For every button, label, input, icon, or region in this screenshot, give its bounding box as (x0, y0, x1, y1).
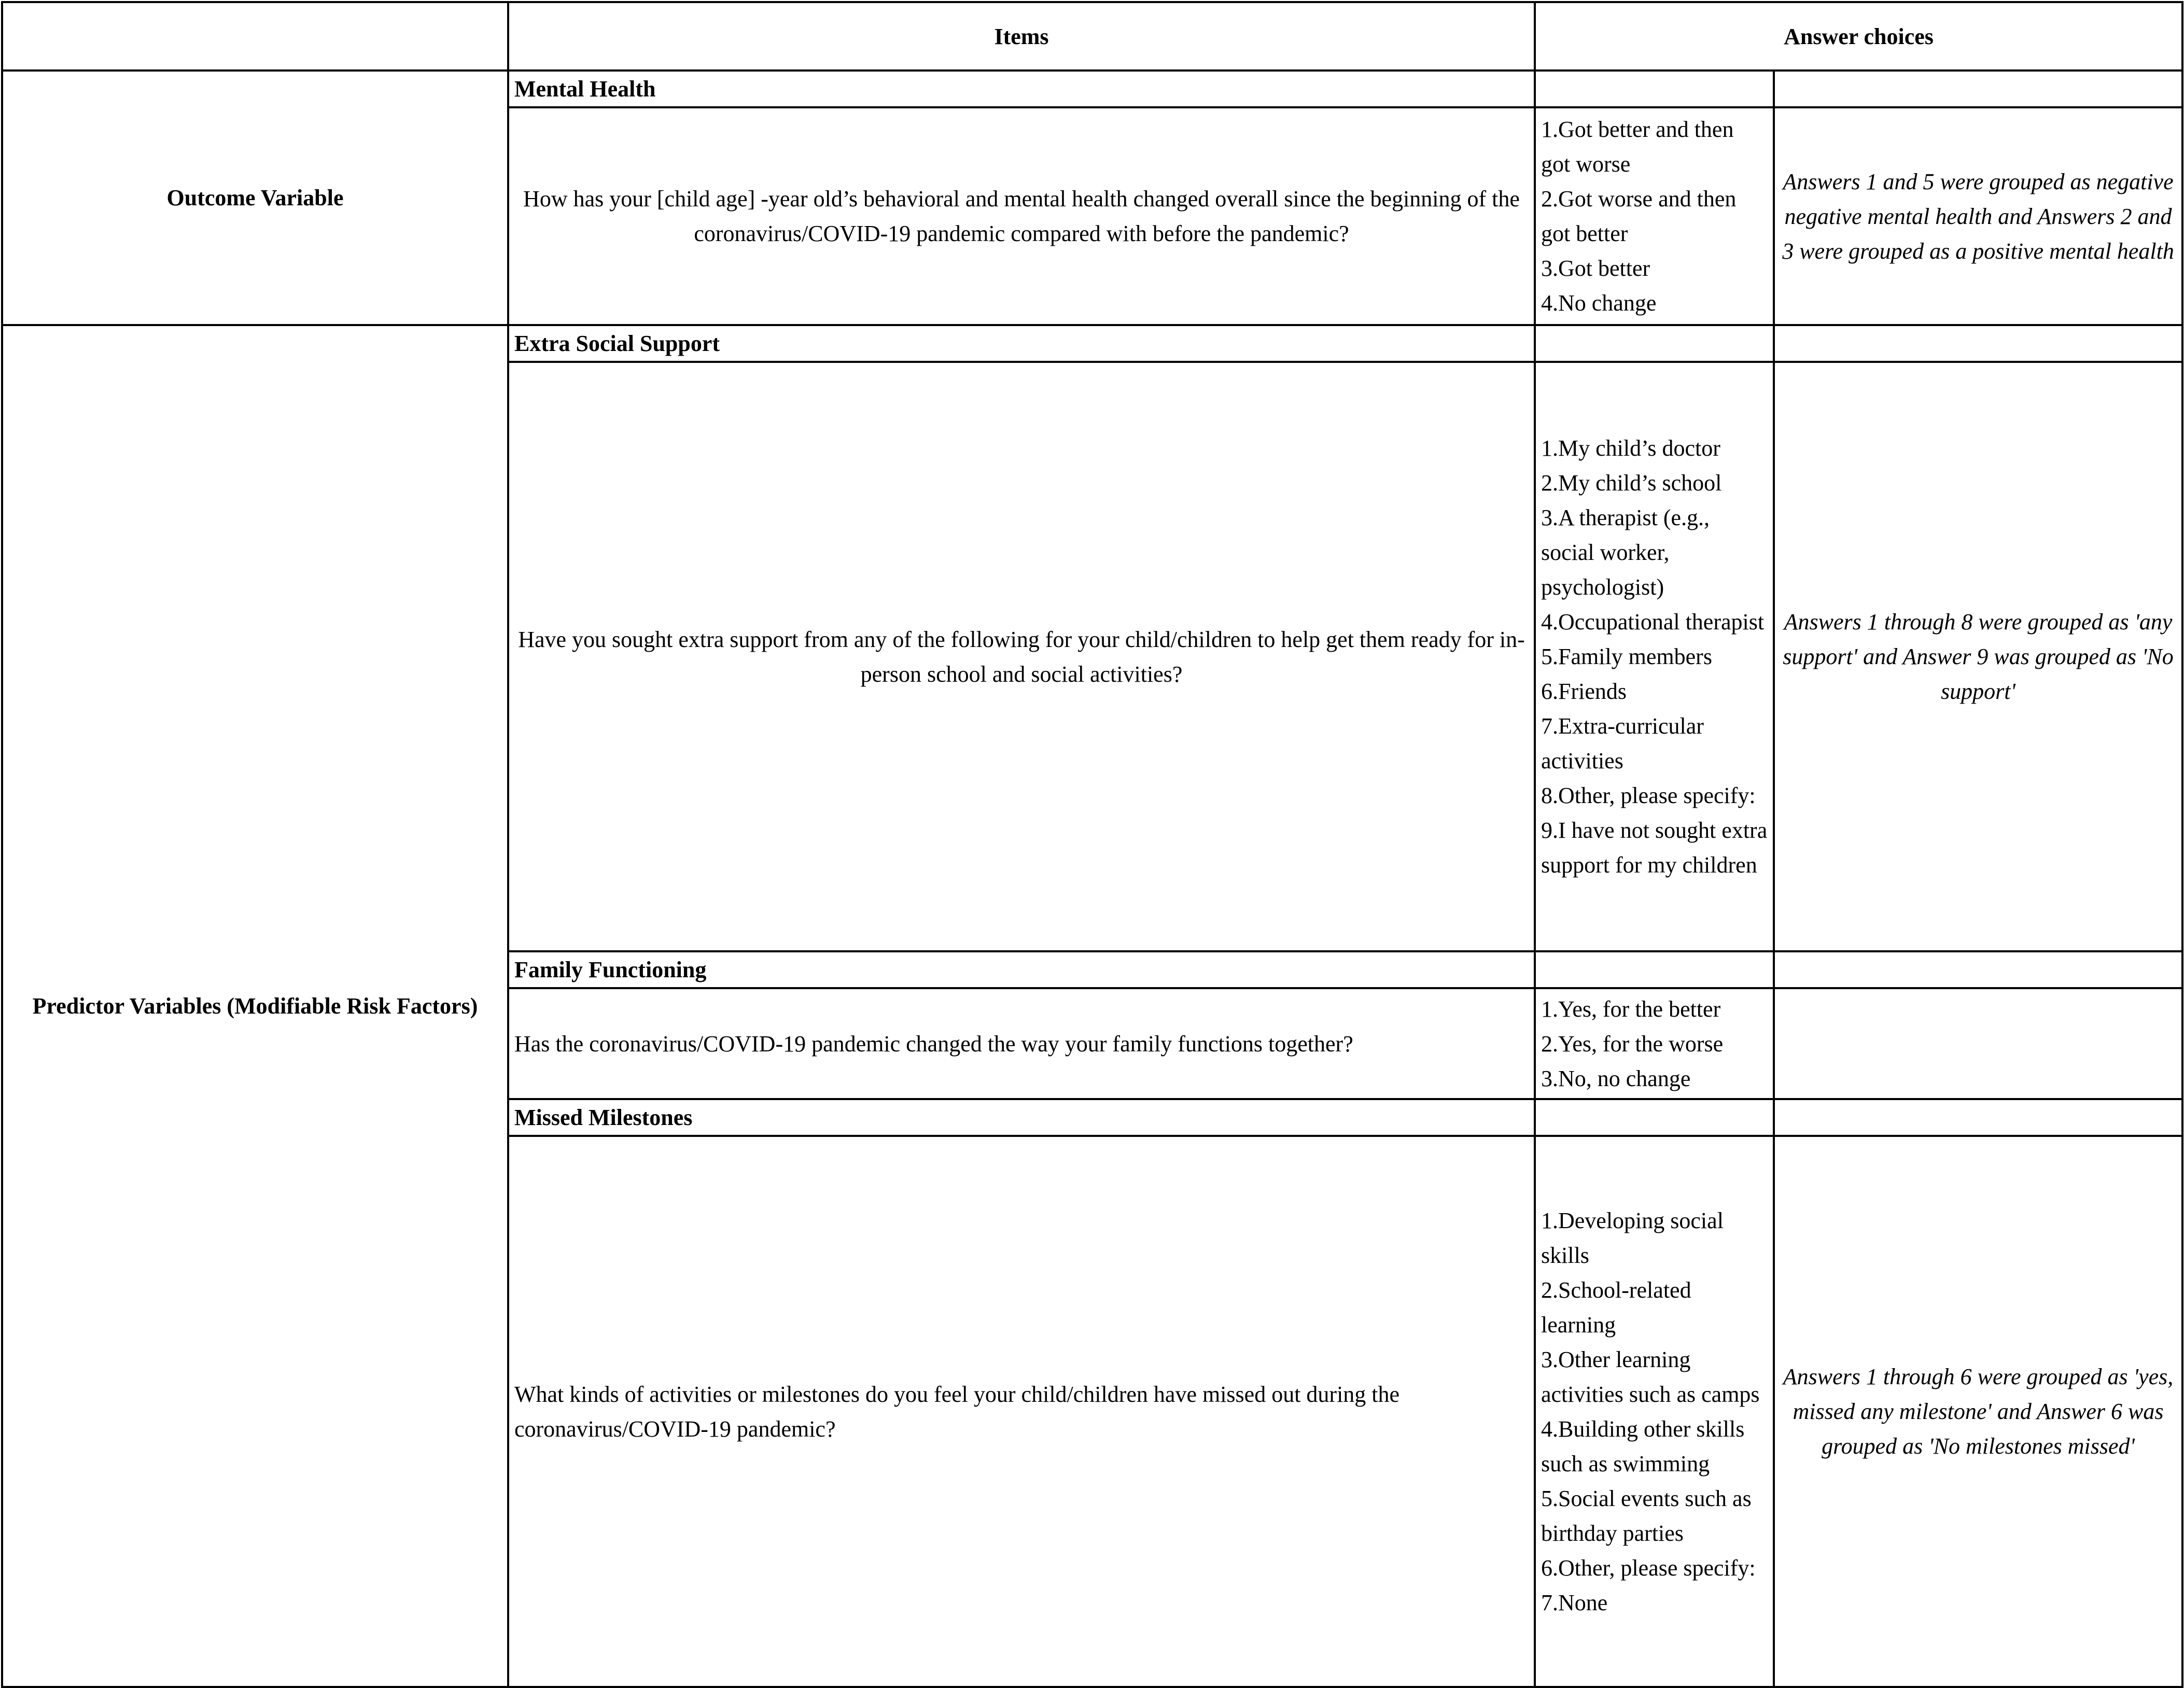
answer-option: 7.None (1541, 1589, 1608, 1615)
section-title: Missed Milestones (508, 1099, 1535, 1136)
answer-option: 1.Got better and then got worse (1541, 117, 1734, 177)
empty-cell (1535, 325, 1774, 362)
answer-options (1535, 107, 1774, 325)
answer-option: 6.Other, please specify: (1541, 1555, 1756, 1581)
grouping-note: Answers 1 and 5 were grouped as negative negative mental health and Answers 2 and 3 were grouped as a positive mental health (1774, 107, 2182, 325)
grouping-note (1774, 988, 2182, 1099)
section-title-row (2, 71, 2182, 107)
group-label-outcome: Outcome Variable (2, 71, 508, 325)
group-label-predictor: Predictor Variables (Modifiable Risk Factors) (2, 325, 508, 1687)
empty-cell (1774, 1099, 2182, 1136)
section-title-row (2, 325, 2182, 362)
answer-option: 3.Got better (1541, 256, 1650, 281)
question-text: Has the coronavirus/COVID-19 pandemic changed the way your family functions together? (508, 988, 1535, 1099)
empty-cell (1535, 1099, 1774, 1136)
answer-option: 1.My child’s doctor (1541, 435, 1720, 461)
empty-cell (1774, 951, 2182, 988)
answer-option: 2.Yes, for the worse (1541, 1031, 1724, 1057)
answer-option: 9.I have not sought extra support for my children (1541, 818, 1768, 878)
section-title: Mental Health (508, 71, 1535, 107)
answer-option: 1.Developing social skills (1541, 1207, 1724, 1268)
answer-option: 5.Social events such as birthday parties (1541, 1485, 1752, 1546)
answer-option: 2.My child’s school (1541, 470, 1722, 496)
answer-options (1535, 988, 1774, 1099)
header-answer-choices: Answer choices (1535, 2, 2182, 71)
grouping-note: Answers 1 through 8 were grouped as 'any support' and Answer 9 was grouped as 'No support' (1774, 362, 2182, 951)
answer-option: 4.Occupational therapist (1541, 609, 1765, 635)
survey-items-table (1, 1, 2183, 1688)
empty-cell (1774, 325, 2182, 362)
answer-options (1535, 362, 1774, 951)
answer-option: 5.Family members (1541, 644, 1712, 669)
section-title: Family Functioning (508, 951, 1535, 988)
answer-options (1535, 1136, 1774, 1687)
question-text: Have you sought extra support from any of the following for your child/children to help get them ready for in-person school and social activities? (508, 362, 1535, 951)
answer-option: 1.Yes, for the better (1541, 996, 1721, 1022)
answer-option: 4.No change (1541, 290, 1657, 316)
answer-option: 7.Extra-curricular activities (1541, 713, 1704, 773)
section-title: Extra Social Support (508, 325, 1535, 362)
question-text: What kinds of activities or milestones do you feel your child/children have missed out during the coronavirus/COVID-19 pandemic? (508, 1136, 1535, 1687)
question-text: How has your [child age] -year old’s behavioral and mental health changed overall since the beginning of the coronavirus/COVID-19 pandemic compared with before the pandemic? (508, 107, 1535, 325)
grouping-note: Answers 1 through 6 were grouped as 'yes, missed any milestone' and Answer 6 was grouped as 'No milestones missed' (1774, 1136, 2182, 1687)
empty-cell (1535, 951, 1774, 988)
empty-cell (1535, 71, 1774, 107)
answer-option: 6.Friends (1541, 679, 1627, 704)
answer-option: 2.School-related learning (1541, 1277, 1691, 1338)
header-items: Items (508, 2, 1535, 71)
answer-option: 4.Building other skills such as swimming (1541, 1416, 1745, 1476)
answer-option: 3.Other learning activities such as camps (1541, 1346, 1760, 1407)
header-row (2, 2, 2182, 71)
empty-cell (1774, 71, 2182, 107)
answer-option: 8.Other, please specify: (1541, 783, 1756, 808)
answer-option: 3.A therapist (e.g., social worker, psychologist) (1541, 505, 1710, 600)
header-group-cell (2, 2, 508, 71)
answer-option: 3.No, no change (1541, 1065, 1691, 1091)
answer-option: 2.Got worse and then got better (1541, 186, 1737, 246)
